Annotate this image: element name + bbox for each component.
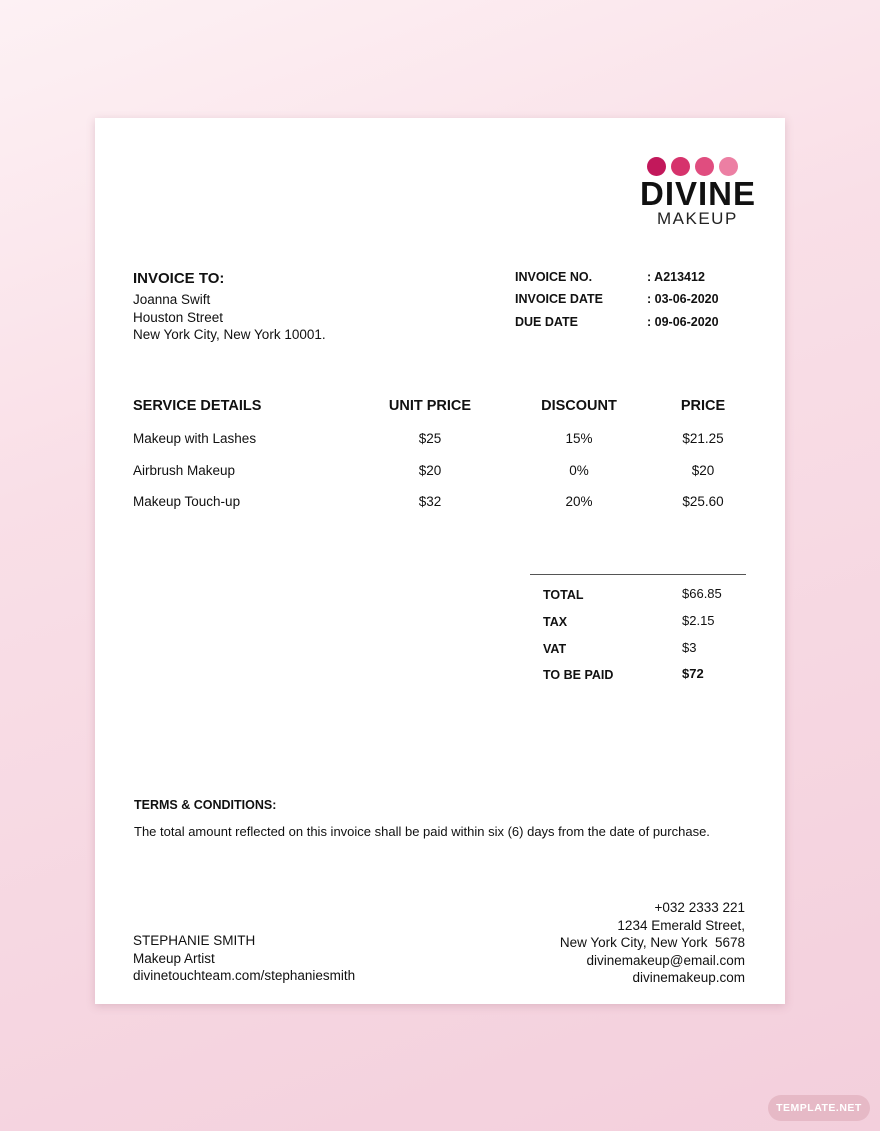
terms-heading: TERMS & CONDITIONS: xyxy=(134,798,277,812)
to-be-paid-label: TO BE PAID xyxy=(543,668,614,682)
company-email: divinemakeup@email.com xyxy=(586,952,745,968)
total-value: $66.85 xyxy=(682,586,722,601)
to-be-paid-value: $72 xyxy=(682,666,704,681)
row-2-unit-price: $20 xyxy=(418,463,442,478)
company-phone: +032 2333 221 xyxy=(654,900,745,915)
brand-name: DIVINE xyxy=(640,175,757,212)
invoice-no-value: : A213412 xyxy=(647,270,705,284)
row-1-discount: 15% xyxy=(565,431,593,446)
sender-website: divinetouchteam.com/stephaniesmith xyxy=(133,968,356,983)
row-1-price: $21.25 xyxy=(682,431,724,446)
tax-label: TAX xyxy=(543,615,568,629)
client-street: Houston Street xyxy=(133,309,224,325)
row-3-discount: 20% xyxy=(565,494,593,509)
invoice-date-value: : 03-06-2020 xyxy=(647,292,719,306)
brand-logo-dots xyxy=(647,157,738,176)
sender-block xyxy=(133,932,355,985)
logo-dot-2 xyxy=(671,157,690,176)
total-label: TOTAL xyxy=(543,588,584,602)
due-date-label: DUE DATE xyxy=(515,315,578,329)
totals-divider xyxy=(530,574,746,575)
row-3-price: $25.60 xyxy=(682,494,724,509)
row-2-price: $20 xyxy=(691,463,715,478)
company-contact-block xyxy=(560,899,745,987)
vat-label: VAT xyxy=(543,642,567,656)
due-date-value: : 09-06-2020 xyxy=(647,315,719,329)
client-city: New York City, New York 10001. xyxy=(133,327,326,342)
client-name: Joanna Swift xyxy=(133,292,211,307)
header-unit-price: UNIT PRICE xyxy=(388,398,472,414)
row-3-service: Makeup Touch-up xyxy=(133,494,241,509)
sender-title: Makeup Artist xyxy=(133,950,215,966)
company-website: divinemakeup.com xyxy=(632,970,745,985)
row-3-unit-price: $32 xyxy=(418,494,442,509)
vat-value: $3 xyxy=(682,640,697,655)
row-2-discount: 0% xyxy=(569,463,589,478)
invoice-no-label: INVOICE NO. xyxy=(515,270,593,284)
logo-dot-3 xyxy=(695,157,714,176)
header-price: PRICE xyxy=(680,398,726,414)
company-city: New York City, New York 5678 xyxy=(559,935,745,950)
tax-value: $2.15 xyxy=(682,613,715,628)
logo-dot-1 xyxy=(647,157,666,176)
company-street: 1234 Emerald Street, xyxy=(617,917,745,933)
invoice-to-heading: INVOICE TO: xyxy=(133,270,225,287)
header-service-details: SERVICE DETAILS xyxy=(133,398,262,414)
invoice-page xyxy=(95,118,785,1004)
row-2-service: Airbrush Makeup xyxy=(133,463,236,478)
invoice-date-label: INVOICE DATE xyxy=(515,292,603,306)
sender-name: STEPHANIE SMITH xyxy=(133,933,256,948)
header-discount: DISCOUNT xyxy=(541,398,617,414)
brand-subtitle: MAKEUP xyxy=(657,209,738,228)
row-1-unit-price: $25 xyxy=(418,431,442,446)
template-watermark-badge[interactable]: TEMPLATE.NET xyxy=(768,1095,870,1121)
logo-dot-4 xyxy=(719,157,738,176)
row-1-service: Makeup with Lashes xyxy=(133,431,257,446)
terms-text: The total amount reflected on this invoice shall be paid within six (6) days from the date of purchase. xyxy=(134,824,710,839)
